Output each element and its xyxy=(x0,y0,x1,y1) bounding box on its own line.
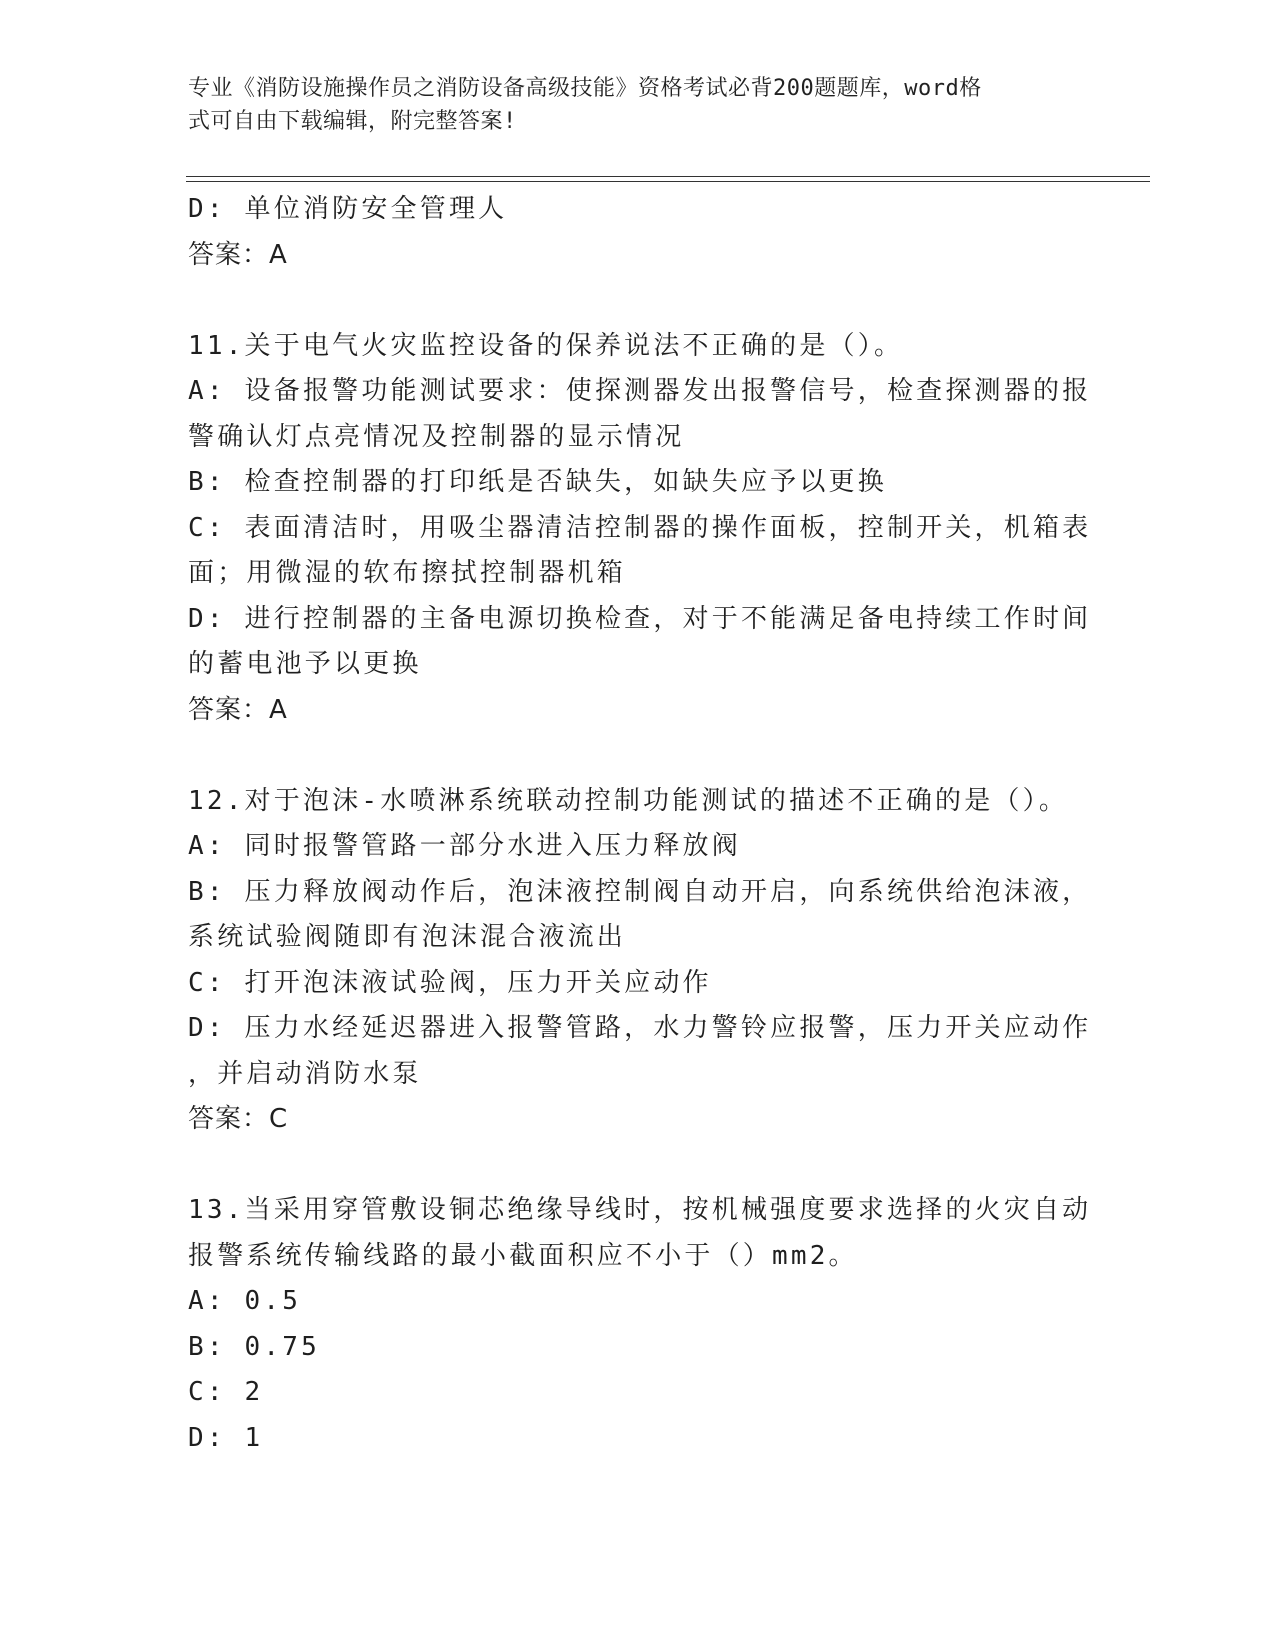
spacer xyxy=(188,278,1088,324)
page-header xyxy=(188,72,1078,138)
q13-stem: 13.当采用穿管敷设铜芯绝缘导线时，按机械强度要求选择的火灾自动 xyxy=(188,1195,1092,1225)
spacer xyxy=(188,733,1088,779)
q12-option-d: D: 压力水经延迟器进入报警管路，水力警铃应报警，压力开关应动作 xyxy=(188,1013,1092,1043)
q11-option-b: B: 检查控制器的打印纸是否缺失，如缺失应予以更换 xyxy=(188,467,887,497)
q13-option-a: A: 0.5 xyxy=(188,1286,302,1316)
q13-option-d: D: 1 xyxy=(188,1422,264,1453)
header-line-2: 式可自由下载编辑，附完整答案! xyxy=(188,109,517,134)
q12-option-b: B: 压力释放阀动作后，泡沫液控制阀自动开启，向系统供给泡沫液， xyxy=(188,876,1092,907)
q13-option-c: C: 2 xyxy=(188,1377,264,1407)
q11-option-c-cont: 面；用微湿的软布擦拭控制器机箱 xyxy=(188,558,627,588)
q11-option-a: A: 设备报警功能测试要求：使探测器发出报警信号，检查探测器的报 xyxy=(188,376,1092,406)
header-divider-top xyxy=(186,176,1150,177)
q12-option-d-cont: ，并启动消防水泵 xyxy=(188,1058,422,1089)
question-content xyxy=(188,187,1092,1461)
q12-stem: 12.对于泡沫-水喷淋系统联动控制功能测试的描述不正确的是（）。 xyxy=(188,785,1069,816)
q11-option-c: C: 表面清洁时，用吸尘器清洁控制器的操作面板，控制开关，机箱表 xyxy=(188,512,1092,543)
q11-option-d: D: 进行控制器的主备电源切换检查，对于不能满足备电持续工作时间 xyxy=(188,603,1092,634)
q11-stem: 11.关于电气火灾监控设备的保养说法不正确的是（）。 xyxy=(188,330,904,361)
prev-option-d: D: 单位消防安全管理人 xyxy=(188,194,508,224)
q12-answer: 答案：C xyxy=(188,1104,289,1134)
header-line-1: 专业《消防设施操作员之消防设备高级技能》资格考试必背200题题库，word格 xyxy=(188,76,982,101)
spacer xyxy=(188,1143,1088,1189)
prev-answer: 答案：A xyxy=(188,239,288,270)
q12-option-b-cont: 系统试验阀随即有泡沫混合液流出 xyxy=(188,922,627,952)
q13-option-b: B: 0.75 xyxy=(188,1331,320,1362)
q11-option-d-cont: 的蓄电池予以更换 xyxy=(188,649,422,679)
q11-answer: 答案：A xyxy=(188,694,288,725)
q12-option-c: C: 打开泡沫液试验阀，压力开关应动作 xyxy=(188,967,712,998)
q12-option-a: A: 同时报警管路一部分水进入压力释放阀 xyxy=(188,831,741,861)
q13-stem-cont: 报警系统传输线路的最小截面积应不小于（）mm2。 xyxy=(188,1240,858,1271)
q11-option-a-cont: 警确认灯点亮情况及控制器的显示情况 xyxy=(188,421,685,452)
header-divider-bottom xyxy=(186,181,1150,182)
